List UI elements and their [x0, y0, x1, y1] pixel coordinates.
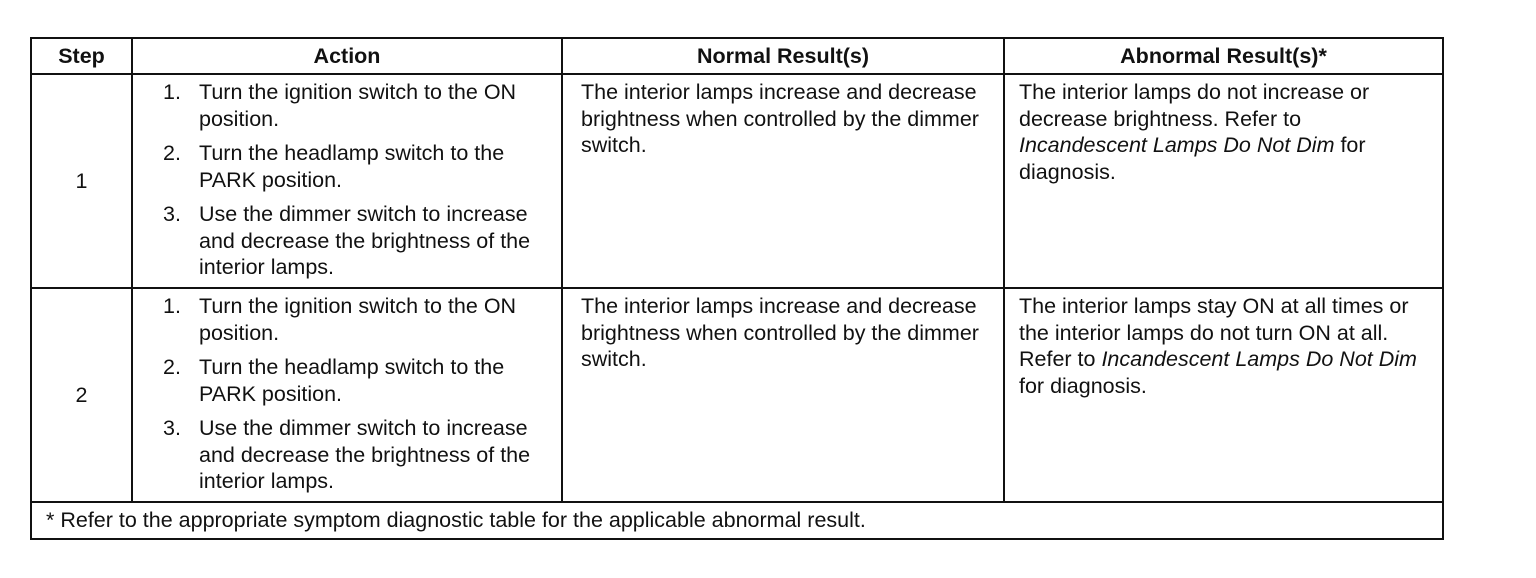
step-number: 1 [31, 74, 132, 288]
header-row [31, 38, 1443, 74]
reference-link[interactable]: Incandescent Lamps Do Not Dim [1019, 133, 1335, 157]
diagnostic-table [30, 37, 1444, 540]
action-list [163, 293, 553, 495]
action-text: Turn the headlamp switch to the PARK position. [199, 141, 505, 192]
footnote: * Refer to the appropriate symptom diagnostic table for the applicable abnormal result. [31, 502, 1443, 539]
abnormal-result [1004, 74, 1443, 288]
step-number: 2 [31, 288, 132, 502]
action-number: 2. [163, 355, 181, 379]
abnormal-text: The interior lamps do not increase or decrease brightness. Refer to [1019, 80, 1370, 131]
table-row [31, 74, 1443, 288]
action-cell [132, 74, 562, 288]
action-item [163, 201, 553, 281]
normal-result: The interior lamps increase and decrease brightness when controlled by the dimmer switch. [562, 288, 1004, 502]
footnote-row [31, 502, 1443, 539]
action-number: 2. [163, 141, 181, 165]
reference-link[interactable]: Incandescent Lamps Do Not Dim [1101, 347, 1417, 371]
action-cell [132, 288, 562, 502]
header-action: Action [132, 38, 562, 74]
action-text: Turn the ignition switch to the ON position. [199, 294, 517, 345]
action-item [163, 79, 553, 132]
action-item [163, 354, 553, 407]
action-text: Turn the ignition switch to the ON position. [199, 80, 517, 131]
header-step: Step [31, 38, 132, 74]
action-text: Use the dimmer switch to increase and decrease the brightness of the interior lamps. [199, 416, 531, 493]
abnormal-result [1004, 288, 1443, 502]
action-number: 3. [163, 416, 181, 440]
abnormal-text-end: for diagnosis. [1019, 133, 1366, 184]
action-number: 1. [163, 80, 181, 104]
header-abnormal-results: Abnormal Result(s)* [1004, 38, 1443, 74]
normal-result: The interior lamps increase and decrease brightness when controlled by the dimmer switch. [562, 74, 1004, 288]
action-text: Use the dimmer switch to increase and decrease the brightness of the interior lamps. [199, 202, 531, 279]
action-item [163, 140, 553, 193]
action-list [163, 79, 553, 281]
action-number: 1. [163, 294, 181, 318]
action-item [163, 415, 553, 495]
abnormal-text-end: for diagnosis. [1019, 373, 1147, 398]
table-row [31, 288, 1443, 502]
action-text: Turn the headlamp switch to the PARK position. [199, 355, 505, 406]
action-number: 3. [163, 202, 181, 226]
action-item [163, 293, 553, 346]
abnormal-text: The interior lamps stay ON at all times or the interior lamps do not turn ON at all. Refer to [1019, 294, 1409, 371]
header-normal-results: Normal Result(s) [562, 38, 1004, 74]
